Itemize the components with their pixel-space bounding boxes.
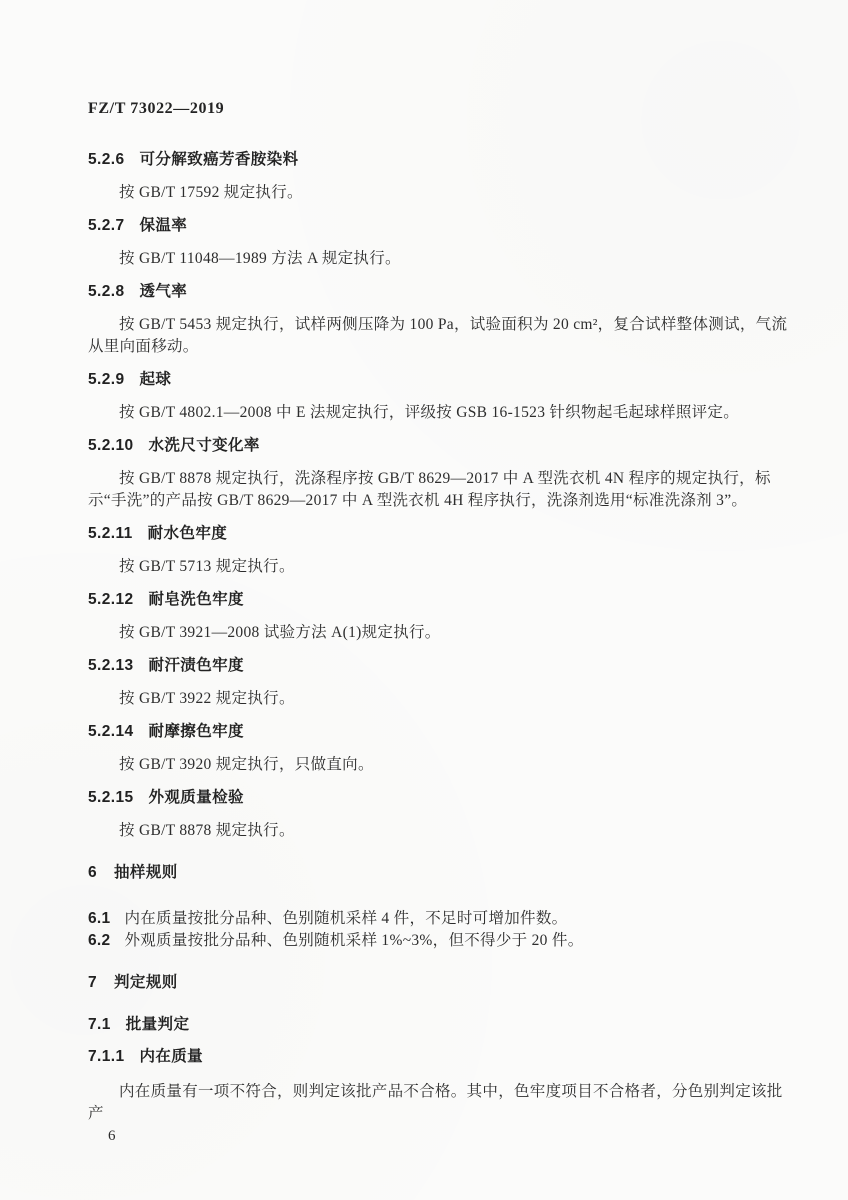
clause-5-2-9-body: 按 GB/T 4802.1—2008 中 E 法规定执行，评级按 GSB 16-1523 针织物起毛起球样照评定。 xyxy=(119,404,740,421)
clause-title: 耐水色牢度 xyxy=(147,525,228,542)
clause-7-1-heading xyxy=(88,1014,788,1036)
clause-text: 内在质量按批分品种、色别随机采样 4 件，不足时可增加件数。 xyxy=(124,910,568,927)
clause-number: 5.2.8 xyxy=(88,283,125,300)
clause-5-2-13-body: 按 GB/T 3922 规定执行。 xyxy=(119,690,295,707)
clause-7-1-1-heading xyxy=(88,1046,788,1068)
clause-title: 耐汗渍色牢度 xyxy=(148,657,244,674)
clause-title: 耐摩擦色牢度 xyxy=(148,723,244,740)
chapter-title: 判定规则 xyxy=(114,974,178,991)
clause-number: 5.2.15 xyxy=(88,789,134,806)
clause-text: 外观质量按批分品种、色别随机采样 1%~3%，但不得少于 20 件。 xyxy=(124,932,584,949)
clause-7-1-1-body: 内在质量有一项不符合，则判定该批产品不合格。其中，色牢度项目不合格者，分色别判定该批产 xyxy=(88,1083,783,1122)
clause-number: 7.1.1 xyxy=(88,1048,125,1065)
clause-5-2-15-heading xyxy=(88,787,788,809)
clause-number: 5.2.13 xyxy=(88,657,134,674)
chapter-title: 抽样规则 xyxy=(114,864,178,881)
clause-5-2-9-heading xyxy=(88,369,788,391)
clause-title: 内在质量 xyxy=(139,1048,204,1065)
clause-number: 5.2.9 xyxy=(88,371,125,388)
clause-title: 批量判定 xyxy=(125,1016,190,1033)
clause-5-2-10-body: 按 GB/T 8878 规定执行，洗涤程序按 GB/T 8629—2017 中 A 型洗衣机 4N 程序的规定执行，标示“手洗”的产品按 GB/T 8629—2017 中 A 型洗衣机 4H 程序执行，洗涤剂选用“标准洗涤剂 3”。 xyxy=(88,470,771,509)
clause-5-2-7-heading xyxy=(88,215,788,237)
clause-number: 6.2 xyxy=(88,932,111,949)
clause-6-1 xyxy=(88,908,798,930)
page-number: 6 xyxy=(108,1128,116,1144)
clause-5-2-12-heading xyxy=(88,589,788,611)
chapter-number: 7 xyxy=(88,974,98,991)
clause-number: 5.2.6 xyxy=(88,151,125,168)
clause-number: 5.2.14 xyxy=(88,723,134,740)
clause-5-2-6-body: 按 GB/T 17592 规定执行。 xyxy=(119,184,303,201)
clause-title: 外观质量检验 xyxy=(148,789,244,806)
clause-number: 5.2.11 xyxy=(88,525,133,542)
clause-5-2-8-body: 按 GB/T 5453 规定执行，试样两侧压降为 100 Pa，试验面积为 20 cm²，复合试样整体测试，气流从里向面移动。 xyxy=(88,316,788,355)
clause-number: 5.2.10 xyxy=(88,437,134,454)
clause-6-2 xyxy=(88,930,798,952)
clause-number: 6.1 xyxy=(88,910,111,927)
chapter-number: 6 xyxy=(88,864,98,881)
clause-title: 水洗尺寸变化率 xyxy=(148,437,260,454)
chapter-6-items xyxy=(88,908,788,952)
clause-5-2-11-heading xyxy=(88,523,788,545)
clause-title: 耐皂洗色牢度 xyxy=(148,591,244,608)
clause-5-2-13-heading xyxy=(88,655,788,677)
clause-number: 5.2.7 xyxy=(88,217,125,234)
chapter-6-heading xyxy=(88,862,788,884)
clause-title: 起球 xyxy=(139,371,172,388)
clause-5-2-10-heading xyxy=(88,435,788,457)
clause-5-2-8-heading xyxy=(88,281,788,303)
clause-5-2-12-body: 按 GB/T 3921—2008 试验方法 A(1)规定执行。 xyxy=(119,624,441,641)
clause-5-2-7-body: 按 GB/T 11048—1989 方法 A 规定执行。 xyxy=(119,250,401,267)
clause-5-2-14-body: 按 GB/T 3920 规定执行，只做直向。 xyxy=(119,756,374,773)
chapter-7-heading xyxy=(88,972,788,994)
clause-title: 保温率 xyxy=(139,217,188,234)
clause-5-2-6-heading xyxy=(88,149,788,171)
standard-code: FZ/T 73022—2019 xyxy=(88,100,225,117)
clause-title: 透气率 xyxy=(139,283,188,300)
clause-number: 5.2.12 xyxy=(88,591,134,608)
clause-5-2-11-body: 按 GB/T 5713 规定执行。 xyxy=(119,558,295,575)
clause-5-2-15-body: 按 GB/T 8878 规定执行。 xyxy=(119,822,295,839)
clause-title: 可分解致癌芳香胺染料 xyxy=(139,151,299,168)
clause-5-2-14-heading xyxy=(88,721,788,743)
clause-number: 7.1 xyxy=(88,1016,111,1033)
